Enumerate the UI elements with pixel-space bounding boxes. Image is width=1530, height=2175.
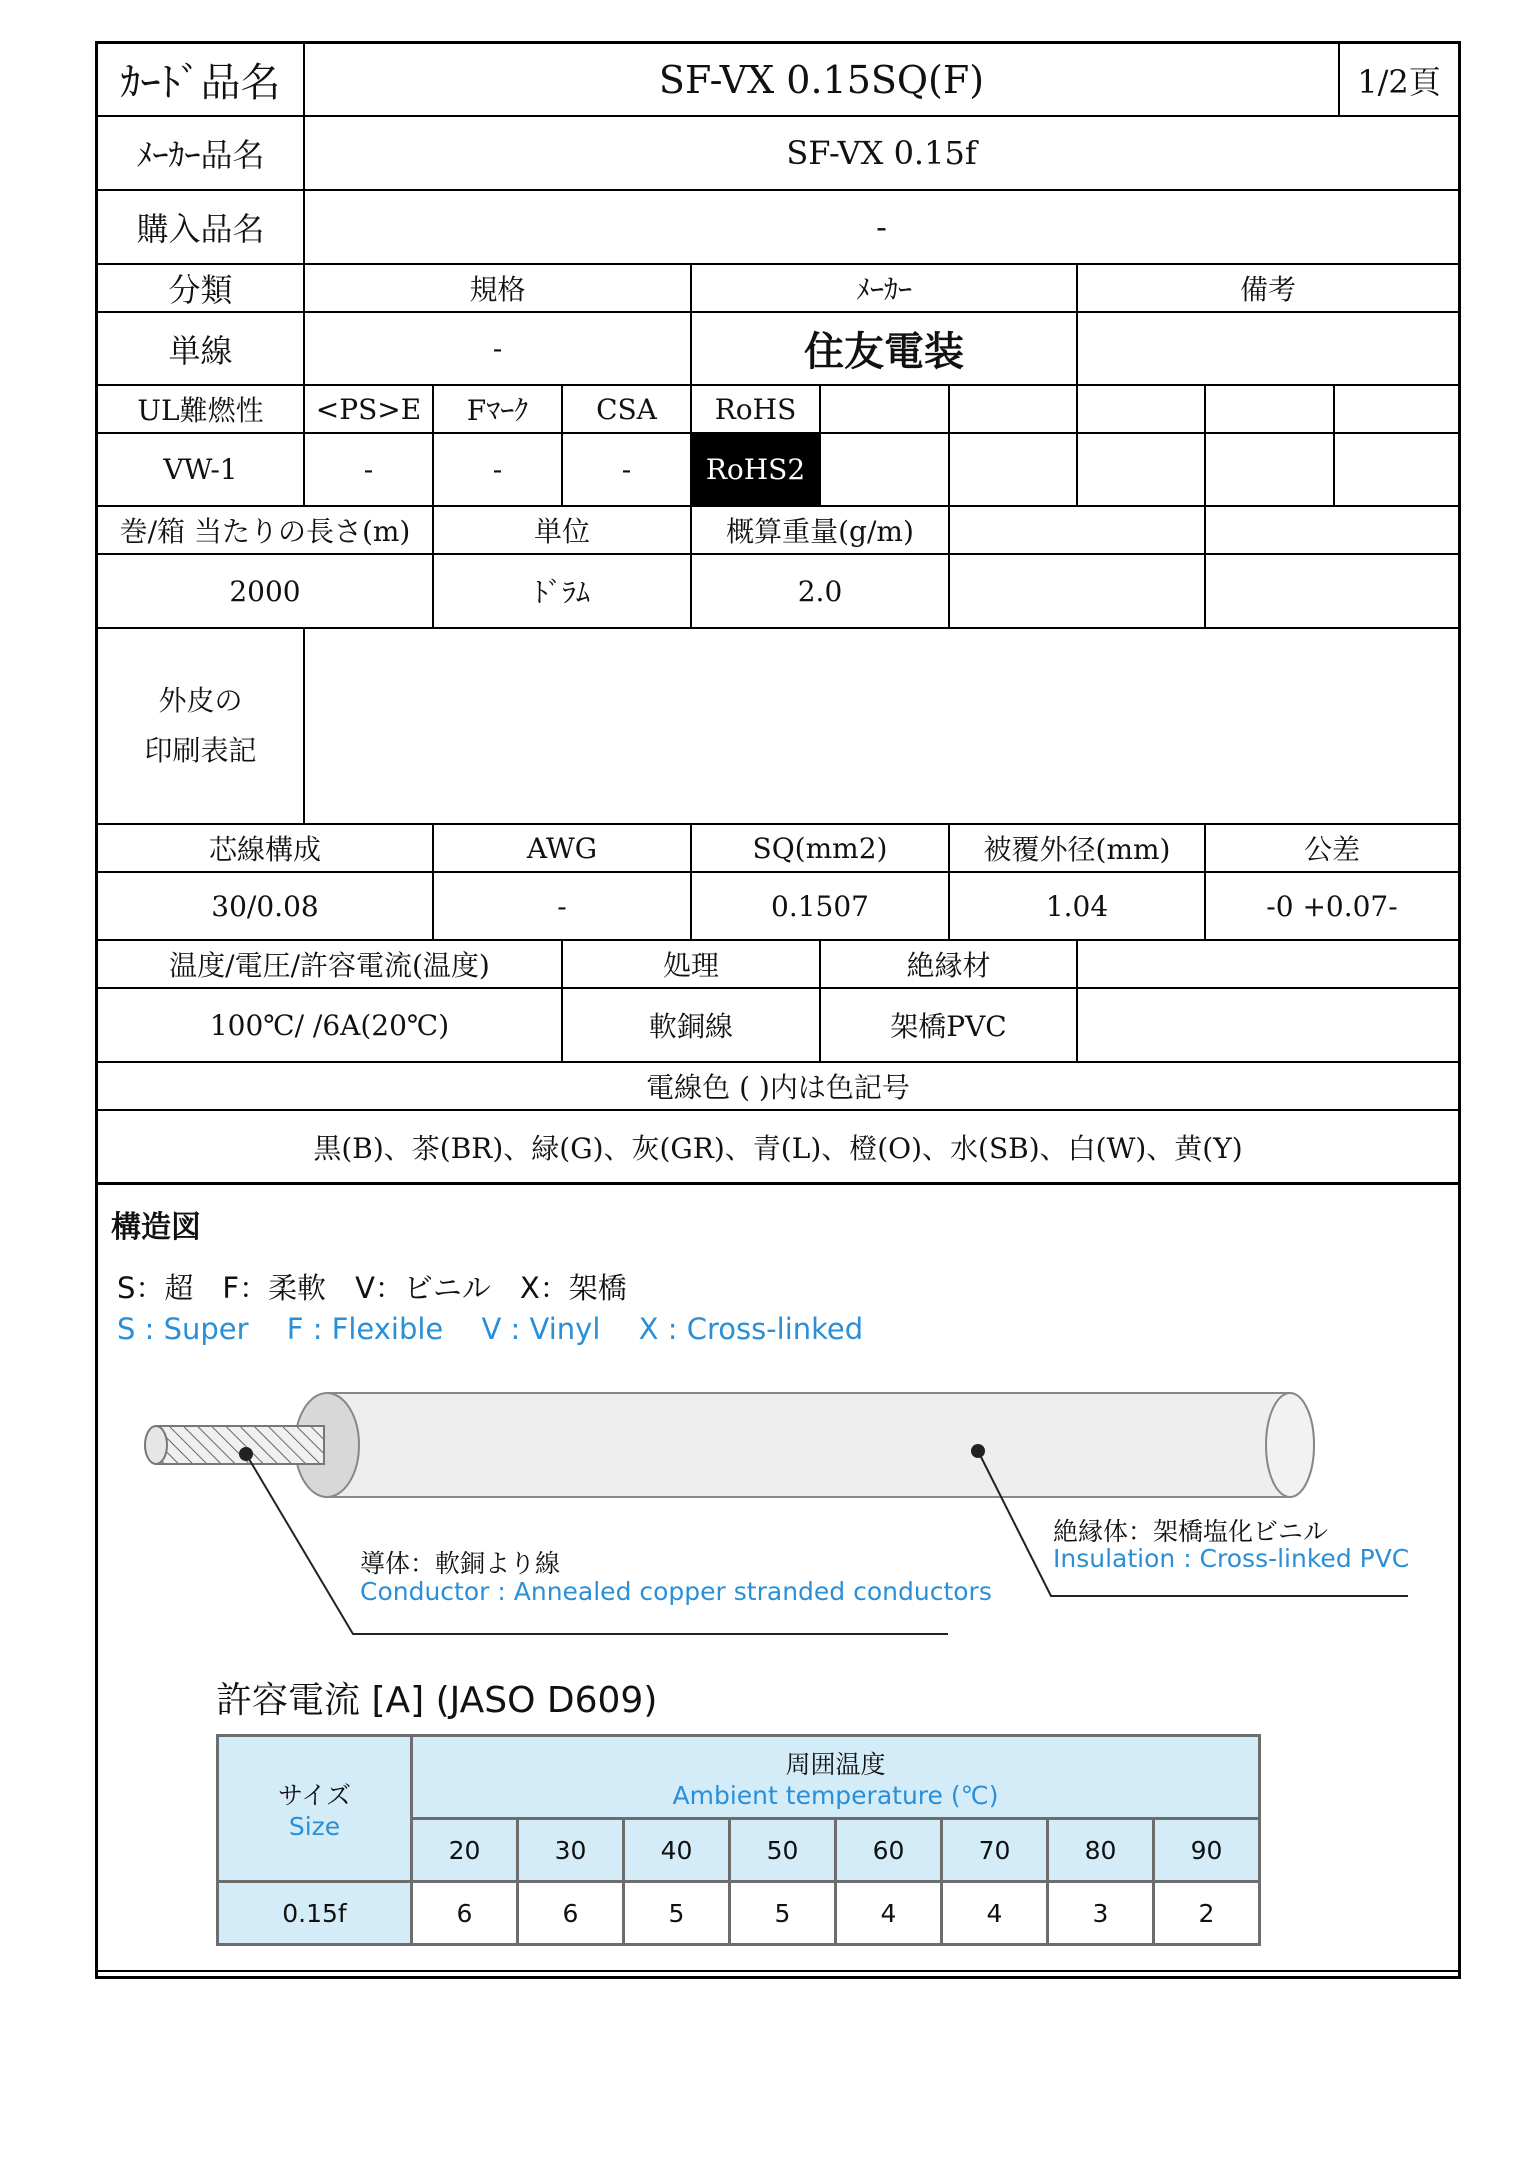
- std-label-empty-2: [950, 386, 1078, 434]
- std-value-ul: VW-1: [98, 434, 305, 507]
- bottom-rule: [98, 1970, 1458, 1972]
- temp-cell: 70: [942, 1819, 1048, 1882]
- rating-label-treatment: 処理: [563, 941, 821, 989]
- std-value-empty-1: [821, 434, 950, 507]
- pack-label-length: 巻/箱 当たりの長さ(m): [98, 507, 434, 555]
- pack-value-length: 2000: [98, 555, 434, 629]
- pack-label-unit: 単位: [434, 507, 692, 555]
- colors-label: 電線色 ( )内は色記号: [98, 1063, 1458, 1111]
- size-header: [218, 1736, 412, 1882]
- insulation-jp: 絶縁体：架橋塩化ビニル: [1053, 1517, 1329, 1546]
- temp-header-en: Ambient temperature (℃): [672, 1780, 999, 1810]
- temp-cell: 50: [730, 1819, 836, 1882]
- pack-label-empty-2: [1206, 507, 1458, 555]
- ampacity-cell: 5: [730, 1882, 836, 1945]
- class-label-remarks: 備考: [1078, 265, 1458, 313]
- std-label-ul: UL難燃性: [98, 386, 305, 434]
- std-value-fmark: -: [434, 434, 563, 507]
- insulation-body: [327, 1393, 1314, 1497]
- legend-en: S : Super F : Flexible V : Vinyl X : Cross-linked: [117, 1312, 864, 1346]
- std-value-empty-4: [1206, 434, 1335, 507]
- ampacity-cell: 4: [942, 1882, 1048, 1945]
- std-value-empty-3: [1078, 434, 1206, 507]
- purchase-value: -: [305, 191, 1458, 265]
- temp-cell: 30: [518, 1819, 624, 1882]
- class-label-standard: 規格: [305, 265, 692, 313]
- std-value-empty-2: [950, 434, 1078, 507]
- temp-header-jp: 周囲温度: [785, 1749, 886, 1779]
- ampacity-cell: 6: [412, 1882, 518, 1945]
- std-label-rohs: RoHS: [692, 386, 821, 434]
- ampacity-cell: 6: [518, 1882, 624, 1945]
- class-value-maker: 住友電装: [692, 313, 1078, 386]
- core-label-tolerance: 公差: [1206, 825, 1458, 873]
- std-label-empty-1: [821, 386, 950, 434]
- core-label-composition: 芯線構成: [98, 825, 434, 873]
- core-value-sq: 0.1507: [692, 873, 950, 941]
- colors-value: 黒(B)、茶(BR)、緑(G)、灰(GR)、青(L)、橙(O)、水(SB)、白(W)、黄(Y): [98, 1111, 1458, 1185]
- conductor-en: Conductor : Annealed copper stranded conductors: [360, 1577, 992, 1606]
- core-label-sq: SQ(mm2): [692, 825, 950, 873]
- maker-label: ﾒｰｶｰ品名: [98, 117, 305, 191]
- core-value-diameter: 1.04: [950, 873, 1206, 941]
- core-label-awg: AWG: [434, 825, 692, 873]
- card-label: ｶｰﾄﾞ品名: [98, 44, 305, 117]
- ampacity-table: [216, 1734, 1261, 1946]
- temp-cell: 80: [1048, 1819, 1154, 1882]
- class-value-remarks: [1078, 313, 1458, 386]
- print-label-line1: 外皮の: [158, 684, 243, 717]
- temp-cell: 60: [836, 1819, 942, 1882]
- std-label-csa: CSA: [563, 386, 692, 434]
- print-label: [98, 629, 305, 825]
- ampacity-cell: 3: [1048, 1882, 1154, 1945]
- page-number: 1/2頁: [1340, 44, 1458, 117]
- std-label-pse: <PS>E: [305, 386, 434, 434]
- std-value-rohs: RoHS2: [692, 434, 821, 507]
- core-value-composition: 30/0.08: [98, 873, 434, 941]
- pack-value-empty-1: [950, 555, 1206, 629]
- spec-sheet: [95, 41, 1461, 1979]
- size-cell: 0.15f: [218, 1882, 412, 1945]
- std-label-fmark: Fﾏｰｸ: [434, 386, 563, 434]
- rating-value-temp: 100℃/ /6A(20℃): [98, 989, 563, 1063]
- ampacity-cell: 4: [836, 1882, 942, 1945]
- pack-value-weight: 2.0: [692, 555, 950, 629]
- conductor-jp: 導体：軟銅より線: [360, 1549, 561, 1578]
- pack-label-weight: 概算重量(g/m): [692, 507, 950, 555]
- temp-cell: 90: [1154, 1819, 1260, 1882]
- rating-value-treatment: 軟銅線: [563, 989, 821, 1063]
- ampacity-title: 許容電流 [A] (JASO D609): [216, 1680, 658, 1721]
- std-value-empty-5: [1335, 434, 1458, 507]
- class-label-category: 分類: [98, 265, 305, 313]
- rating-label-temp: 温度/電圧/許容電流(温度): [98, 941, 563, 989]
- size-header-en: Size: [288, 1812, 341, 1841]
- structure-title: 構造図: [111, 1210, 201, 1245]
- card-value: SF-VX 0.15SQ(F): [305, 44, 1340, 117]
- print-label-line2: 印刷表記: [144, 734, 257, 767]
- insulation-end: [1266, 1393, 1314, 1497]
- rating-label-empty: [1078, 941, 1458, 989]
- core-value-tolerance: -0 +0.07-: [1206, 873, 1458, 941]
- std-label-empty-5: [1335, 386, 1458, 434]
- temp-header: [412, 1736, 1260, 1819]
- pack-label-empty-1: [950, 507, 1206, 555]
- std-label-empty-4: [1206, 386, 1335, 434]
- print-value: [305, 629, 1458, 825]
- maker-value: SF-VX 0.15f: [305, 117, 1458, 191]
- temp-cell: 40: [624, 1819, 730, 1882]
- conductor-end: [145, 1426, 167, 1464]
- core-label-diameter: 被覆外径(mm): [950, 825, 1206, 873]
- legend-jp: S：超 F：柔軟 V：ビニル X：架橋: [117, 1271, 627, 1305]
- std-value-pse: -: [305, 434, 434, 507]
- class-value-standard: -: [305, 313, 692, 386]
- size-header-jp: サイズ: [277, 1781, 351, 1810]
- std-label-empty-3: [1078, 386, 1206, 434]
- ampacity-cell: 5: [624, 1882, 730, 1945]
- pack-value-unit: ﾄﾞﾗﾑ: [434, 555, 692, 629]
- ampacity-cell: 2: [1154, 1882, 1260, 1945]
- conductor-core: [156, 1426, 324, 1464]
- rating-value-empty: [1078, 989, 1458, 1063]
- rating-label-insulation: 絶縁材: [821, 941, 1078, 989]
- std-value-csa: -: [563, 434, 692, 507]
- pack-value-empty-2: [1206, 555, 1458, 629]
- class-label-maker: ﾒｰｶｰ: [692, 265, 1078, 313]
- rating-value-insulation: 架橋PVC: [821, 989, 1078, 1063]
- purchase-label: 購入品名: [98, 191, 305, 265]
- class-value-category: 単線: [98, 313, 305, 386]
- insulation-en: Insulation : Cross-linked PVC: [1053, 1544, 1410, 1573]
- core-value-awg: -: [434, 873, 692, 941]
- temp-cell: 20: [412, 1819, 518, 1882]
